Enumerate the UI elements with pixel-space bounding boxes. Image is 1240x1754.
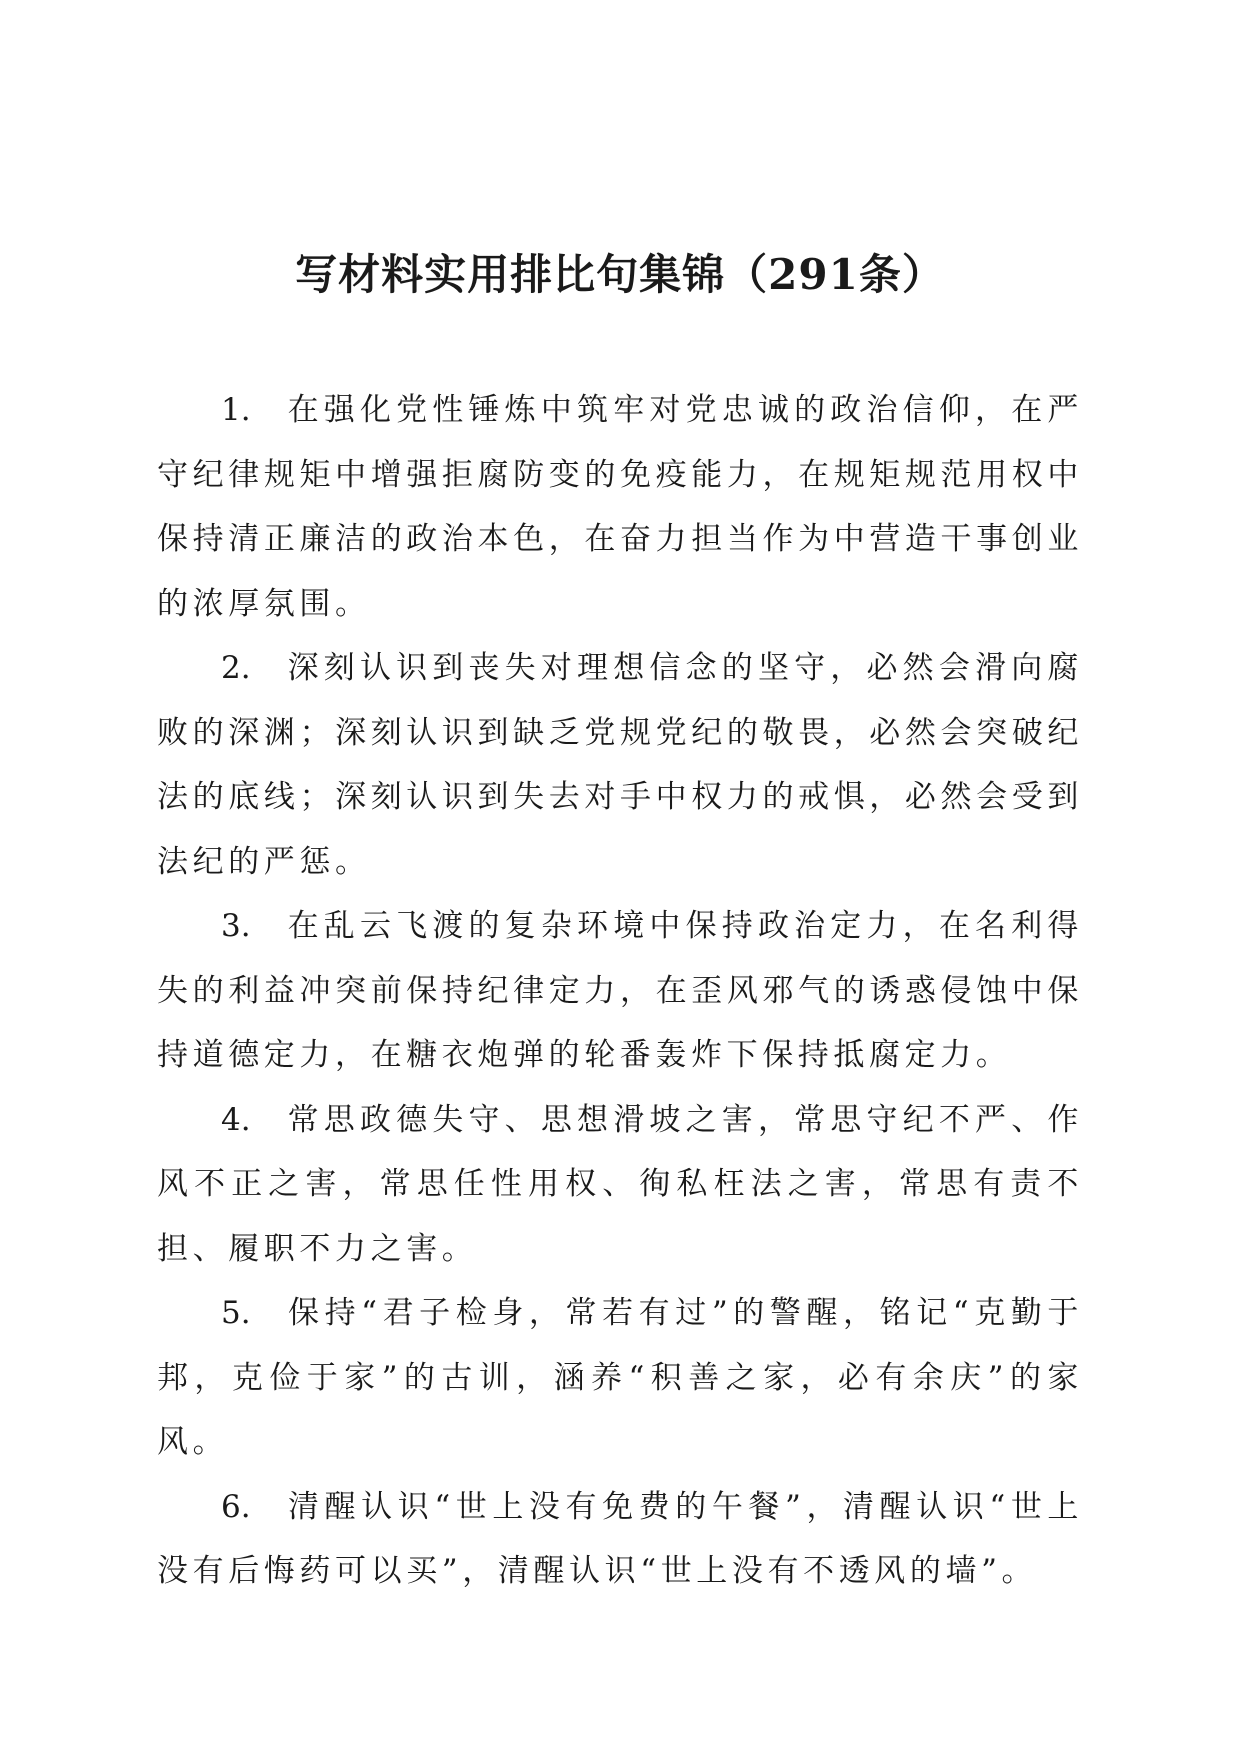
list-item bbox=[157, 894, 1083, 1088]
item-text: 在乱云飞渡的复杂环境中保持政治定力，在名利得失的利益冲突前保持纪律定力，在歪风邪气的诱惑侵蚀中保持道德定力，在糖衣炮弹的轮番轰炸下保持抵腐定力。 bbox=[157, 908, 1083, 1073]
item-number: 6. bbox=[221, 1488, 251, 1525]
item-text: 常思政德失守、思想滑坡之害，常思守纪不严、作风不正之害，常思任性用权、徇私枉法之害，常思有责不担、履职不力之害。 bbox=[157, 1101, 1083, 1267]
list-item bbox=[157, 378, 1083, 636]
document-title: 写材料实用排比句集锦（291条） bbox=[295, 250, 945, 299]
list-item bbox=[157, 636, 1083, 894]
list-item bbox=[157, 1281, 1083, 1475]
item-text: 在强化党性锤炼中筑牢对党忠诚的政治信仰，在严守纪律规矩中增强拒腐防变的免疫能力，在规矩规范用权中保持清正廉洁的政治本色，在奋力担当作为中营造干事创业的浓厚氛围。 bbox=[157, 392, 1083, 622]
item-text: 保持“君子检身，常若有过”的警醒，铭记“克勤于邦，克俭于家”的古训，涵养“积善之家，必有余庆”的家风。 bbox=[157, 1295, 1083, 1460]
item-number: 5. bbox=[221, 1295, 251, 1331]
item-text: 清醒认识“世上没有免费的午餐”，清醒认识“世上没有后悔药可以买”，清醒认识“世上没有不透风的墙”。 bbox=[157, 1488, 1083, 1589]
item-number: 4. bbox=[221, 1101, 251, 1138]
item-number: 3. bbox=[221, 908, 251, 944]
item-text: 深刻认识到丧失对理想信念的坚守，必然会滑向腐败的深渊；深刻认识到缺乏党规党纪的敬畏，必然会突破纪法的底线；深刻认识到失去对手中权力的戒惧，必然会受到法纪的严惩。 bbox=[157, 650, 1083, 880]
list-item bbox=[157, 1088, 1083, 1282]
item-number: 2. bbox=[221, 650, 251, 686]
document-body bbox=[157, 378, 1083, 1604]
item-number: 1. bbox=[221, 392, 251, 428]
list-item bbox=[157, 1475, 1083, 1604]
